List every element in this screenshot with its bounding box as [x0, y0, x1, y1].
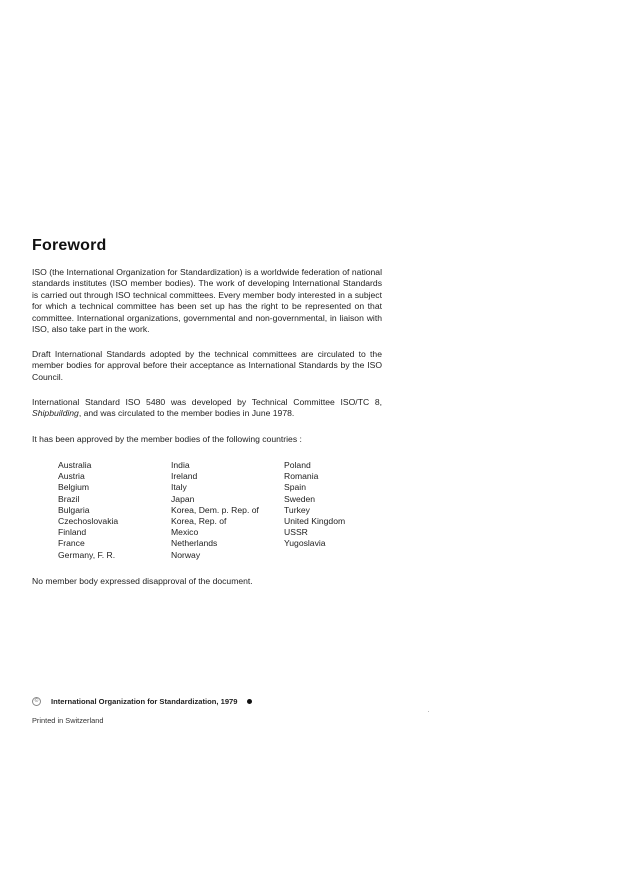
country-item: Norway: [171, 549, 201, 560]
country-item: Yugoslavia: [284, 538, 326, 549]
country-column-3: [284, 460, 378, 561]
country-item: Turkey: [284, 504, 310, 515]
paragraph-standard-origin: [32, 397, 382, 420]
country-item: United Kingdom: [284, 516, 346, 527]
country-item: Finland: [58, 527, 87, 538]
paragraph-approval-intro: It has been approved by the member bodies of the following countries :: [32, 434, 302, 444]
country-item: Poland: [284, 460, 311, 470]
country-item: Mexico: [171, 527, 199, 538]
committee-name: Shipbuilding: [32, 408, 79, 419]
country-item: Japan: [171, 493, 195, 504]
country-item: Ireland: [171, 471, 198, 482]
country-item: Korea, Rep. of: [171, 516, 227, 527]
country-item: USSR: [284, 527, 308, 538]
country-item: Korea, Dem. p. Rep. of: [171, 504, 259, 515]
paragraph-draft-standards: Draft International Standards adopted by the technical committees are circulated to the member bodies for approval before their acceptance as International Standards by the ISO Council.: [32, 349, 382, 382]
country-item: Germany, F. R.: [58, 549, 116, 560]
paragraph-iso-intro: ISO (the International Organization for Standardization) is a worldwide federation of national standards institutes (ISO member bodies). The work of developing International Standards is carried out through ISO technical committees. Every member body interested in a subject for which a technical committee has been set up has the right to be represented on that committee. International organizations, governmental and non-governmental, in liaison with ISO, also take part in the work.: [32, 267, 382, 335]
paragraph-closing: No member body expressed disapproval of the document.: [32, 576, 253, 586]
country-item: Spain: [284, 482, 306, 493]
country-column-1: [58, 460, 171, 561]
paragraph-standard-origin-after: , and was circulated to the member bodies in June 1978.: [78, 408, 295, 419]
paragraph-standard-origin-before: International Standard ISO 5480 was developed by Technical Committee ISO/TC 8,: [32, 397, 382, 407]
country-item: Italy: [171, 482, 187, 493]
scan-speck: [428, 711, 429, 712]
bullet-icon: [247, 699, 252, 704]
page-title: Foreword: [32, 237, 107, 254]
country-column-2: [171, 460, 284, 561]
copyright-icon: ©: [32, 697, 41, 706]
country-item: Netherlands: [171, 538, 218, 549]
country-item: Brazil: [58, 493, 80, 504]
country-list: [58, 460, 378, 561]
copyright-text: International Organization for Standardization, 1979: [51, 697, 238, 706]
country-item: Sweden: [284, 493, 316, 504]
country-item: France: [58, 538, 85, 549]
copyright-line: [32, 697, 252, 706]
country-item: Czechoslovakia: [58, 516, 119, 527]
country-item: Australia: [58, 460, 92, 470]
country-item: Austria: [58, 471, 85, 482]
printed-in-line: Printed in Switzerland: [32, 716, 104, 725]
country-item: India: [171, 460, 190, 470]
country-item: Romania: [284, 471, 319, 482]
country-item: Bulgaria: [58, 504, 90, 515]
country-item: Belgium: [58, 482, 90, 493]
